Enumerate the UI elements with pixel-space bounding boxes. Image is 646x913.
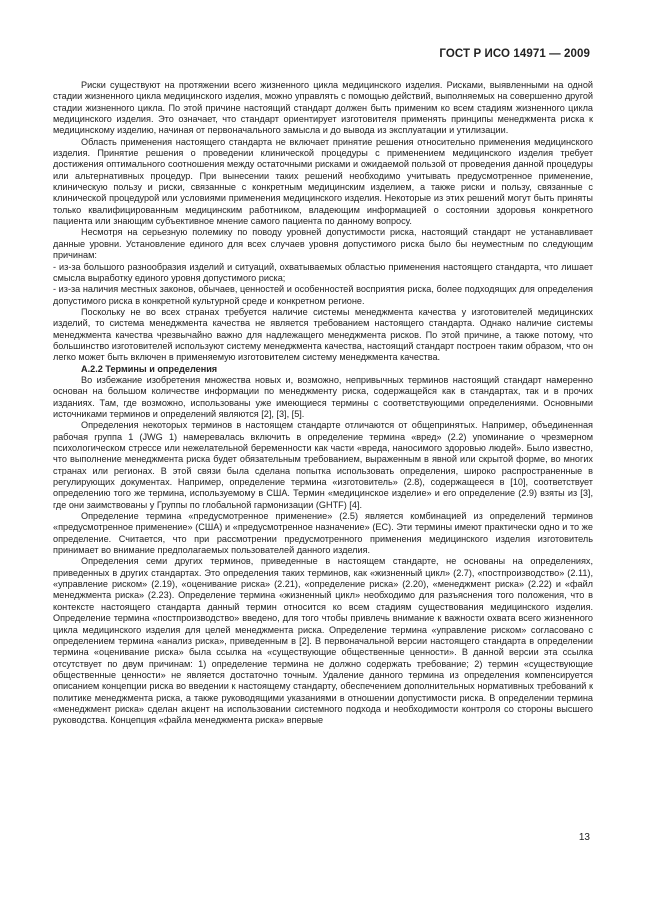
paragraph-quality-system: Поскольку не во всех странах требуется наличие системы менеджмента качества у изготовителей медицинских изделий, то система менеджмента качества не является требованием настоящего стандарта. Однако наличие системы менеджмента качества чрезвычайно важно для надлежащего менеджмента рисков. По этой причине, а также потому, что большинство изготовителей используют систему менеджмента качества, настоящий стандарт построен таким образом, что он легко может быть включен в применяемую изготовителем систему менеджмента качества. xyxy=(53,306,593,363)
list-item-reason-1: - из-за большого разнообразия изделий и ситуаций, охватываемых областью применения настоящего стандарта, что лишает смысла выработку единого уровня допустимого риска; xyxy=(53,261,593,283)
document-body xyxy=(53,80,593,727)
paragraph-scope: Область применения настоящего стандарта не включает принятие решения относительно применения медицинского изделия. Принятие решения о проведении клинической процедуры с применением медицинского изделия требует достижения оптимального соотношения между остаточными рисками и ожидаемой пользой от проведения данной процедуры или альтернативных процедур. При вынесении таких решений необходимо учитывать предусмотренное применение, клиническую пользу и риски, связанные с конкретным медицинским изделием, а также риски и пользу, связанные с клинической процедурой или условиями применения медицинского изделия. Некоторые из этих решений могут быть приняты только квалифицированным медицинским работником, владеющим информацией о состоянии здоровья конкретного пациента или знающим субъективное мнение самого пациента по данному вопросу. xyxy=(53,136,593,227)
paragraph-lifecycle-risks: Риски существуют на протяжении всего жизненного цикла медицинского изделия. Рисками, выявленными на одной стадии жизненного цикла медицинского изделия, можно управлять с помощью действий, выполняемых на совершенно другой стадии жизненного цикла. По этой причине настоящий стандарт должен быть применим ко всем стадиям жизненного цикла медицинского изделия. Это означает, что стандарт ориентирует изготовителя применять принципы менеджмента риска к медицинскому изделию, начиная от первоначального замысла и до вывода из эксплуатации и утилизации. xyxy=(53,80,593,136)
paragraph-acceptability-levels: Несмотря на серьезную полемику по поводу уровней допустимости риска, настоящий стандарт не устанавливает данные уровни. Установление единого для всех случаев уровня допустимого риска было бы неуместным по следующим причинам: xyxy=(53,227,593,261)
paragraph-definitions-differ: Определения некоторых терминов в настоящем стандарте отличаются от общепринятых. Например, объединенная рабочая группа 1 (JWG 1) намеревалась включить в определение термина «вред» (2.2) упоминание о чрезмерном психологическом стрессе или нежелательной беременности как части «вреда, наносимого здоровью людей». Было известно, что выполнение менеджмента риска будет обязательным требованием, выраженным в явной или скрытой форме, во многих странах или регионах. В этой связи была сделана попытка использовать определения, широко распространенные в регулирующих документах. Например, определение термина «изготовитель» (2.8), содержащееся в [10], соответствует определению того же термина, используемому в США. Термин «медицинское изделие» и его определение (2.9) взяты из [3], где они заимствованы у Группы по глобальной гармонизации (GHTF) [4]. xyxy=(53,420,593,510)
section-heading-terms: А.2.2 Термины и определения xyxy=(81,363,218,374)
page-number: 13 xyxy=(578,832,590,843)
document-header: ГОСТ Р ИСО 14971 — 2009 xyxy=(439,48,590,60)
list-item-reason-2: - из-за наличия местных законов, обычаев, ценностей и особенностей восприятия риска, более подходящих для определения допустимого риска в конкретной культурной среде и конкретном регионе. xyxy=(53,284,593,306)
paragraph-terms-sources: Во избежание изобретения множества новых и, возможно, непривычных терминов настоящий стандарт намеренно основан на большом количестве информации по менеджменту риска, содержащейся как в стандартах, так и в прочих изданиях. Там, где возможно, использованы уже имеющиеся термины с соответствующими определениями. Основными источниками терминов и определений являются [2], [3], [5]. xyxy=(53,374,593,419)
paragraph-seven-terms: Определения семи других терминов, приведенные в настоящем стандарте, не основаны на определениях, приведенных в других стандартах. Это определения таких терминов, как «жизненный цикл» (2.7), «постпроизводство» (2.11), «управление риском» (2.19), «оценивание риска» (2.21), «определение риска» (2.20), «менеджмент риска» (2.22) и «файл менеджмента риска» (2.23). Определение термина «жизненный цикл» необходимо для разъяснения того положения, что в контексте настоящего стандарта данный термин относится ко всем стадиям существования медицинского изделия. Определение термина «постпроизводство» введено, для того чтобы привлечь внимание к важности охвата всего жизненного цикла медицинского изделия для целей менеджмента риска. Определение термина «управление риском» согласовано с определением термина «анализ риска», приведенным в [2]. В первоначальной версии настоящего стандарта в определении термина «оценивание риска» была ссылка на «существующие общественные ценности». В данной версии эта ссылка отсутствует по двум причинам: 1) определение термина не должно содержать требование; 2) термин «существующие общественные ценности» не является достаточно точным. Удаление данного термина из определения компенсируется описанием концепции риска во введении к настоящему стандарту, обеспечением дополнительных нормативных требований к политике менеджмента риска, а также руководящими указаниями в отношении допустимости риска. В определении термина «менеджмент риска» сделан акцент на использовании системного подхода и необходимости контроля со стороны высшего руководства. Концепция «файла менеджмента риска» впервые xyxy=(53,556,593,726)
paragraph-intended-use: Определение термина «предусмотренное применение» (2.5) является комбинацией из определений терминов «предусмотренное применение» (США) и «предусмотренное назначение» (ЕС). Эти термины имеют практически одно и то же определение. Считается, что при рассмотрении предусмотренного применения медицинского изделия изготовитель принимает во внимание предполагаемых пользователей данного изделия. xyxy=(53,511,593,556)
